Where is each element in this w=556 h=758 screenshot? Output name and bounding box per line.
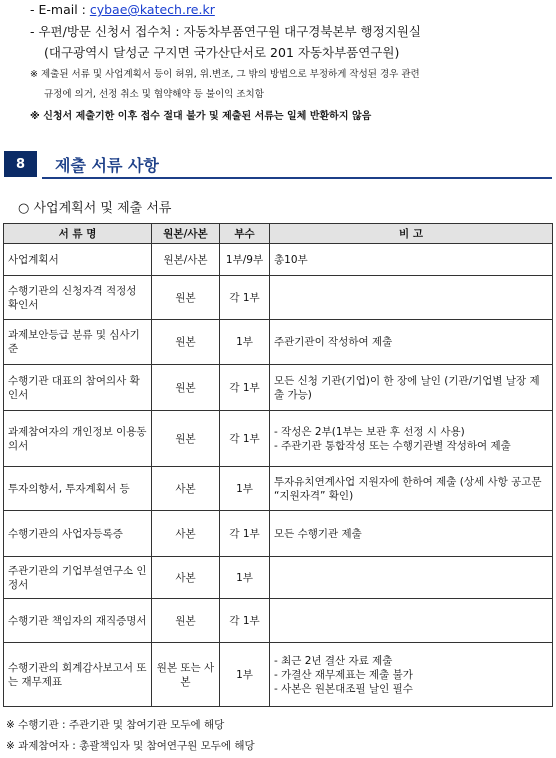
section-number-badge: 8 <box>4 151 37 177</box>
section-title: 제출 서류 사항 <box>55 156 159 175</box>
original-copy-cell: 원본 <box>152 599 220 643</box>
email-label: - E-mail : <box>30 2 90 17</box>
original-copy-cell: 원본 또는 사본 <box>152 643 220 707</box>
original-copy-cell: 원본 <box>152 276 220 320</box>
header-original-copy: 원본/사본 <box>152 224 220 244</box>
document-name-cell: 사업계획서 <box>4 244 152 276</box>
table-row <box>4 467 553 511</box>
document-name-cell: 과제참여자의 개인정보 이용동의서 <box>4 411 152 467</box>
document-name-cell: 수행기관 책임자의 재직증명서 <box>4 599 152 643</box>
footnote-2: ※ 과제참여자 : 총괄책임자 및 참여연구원 모두에 해당 <box>6 740 255 752</box>
email-link[interactable]: cybae@katech.re.kr <box>89 2 215 17</box>
original-copy-cell: 원본 <box>152 365 220 411</box>
copies-cell: 각 1부 <box>220 365 270 411</box>
document-name-cell: 투자의향서, 투자계획서 등 <box>4 467 152 511</box>
address-detail: (대구광역시 달성군 구지면 국가산단서로 201 자동차부품연구원) <box>44 45 400 60</box>
original-copy-cell: 원본 <box>152 320 220 365</box>
original-copy-cell: 사본 <box>152 557 220 599</box>
remark-cell: 주관기관이 작성하여 제출 <box>270 320 553 365</box>
copies-cell: 1부 <box>220 557 270 599</box>
table-row <box>4 511 553 557</box>
remark-cell: 투자유치연계사업 지원자에 한하여 제출 (상세 사항 공고문 “지원자격” 확인) <box>270 467 553 511</box>
copies-cell: 1부 <box>220 320 270 365</box>
copies-cell: 각 1부 <box>220 511 270 557</box>
email-line <box>30 2 215 17</box>
document-name-cell: 수행기관의 회계감사보고서 또는 재무제표 <box>4 643 152 707</box>
remark-cell <box>270 557 553 599</box>
remark-cell: 총10부 <box>270 244 553 276</box>
section-divider <box>42 177 552 179</box>
footnote-1: ※ 수행기관 : 주관기관 및 참여기관 모두에 해당 <box>6 719 225 731</box>
table-row <box>4 365 553 411</box>
notice-2: ※ 신청서 제출기한 이후 접수 절대 불가 및 제출된 서류는 일체 반환하지 않음 <box>30 111 372 122</box>
original-copy-cell: 원본/사본 <box>152 244 220 276</box>
document-name-cell: 수행기관 대표의 참여의사 확인서 <box>4 365 152 411</box>
original-copy-cell: 원본 <box>152 411 220 467</box>
original-copy-cell: 사본 <box>152 467 220 511</box>
document-name-cell: 주관기관의 기업부설연구소 인정서 <box>4 557 152 599</box>
notice-1-line-1: ※ 제출된 서류 및 사업계획서 등이 허위, 위.변조, 그 밖의 방법으로 부정하게 작성된 경우 관련 <box>30 69 420 80</box>
table-row <box>4 643 553 707</box>
table-row <box>4 599 553 643</box>
documents-table <box>3 223 553 707</box>
section-subtitle: ○ 사업계획서 및 제출 서류 <box>18 201 172 216</box>
copies-cell: 1부 <box>220 467 270 511</box>
remark-cell <box>270 599 553 643</box>
header-document-name: 서 류 명 <box>4 224 152 244</box>
table-row <box>4 244 553 276</box>
address-line: - 우편/방문 신청서 접수처 : 자동차부품연구원 대구경북본부 행정지원실 <box>30 24 421 39</box>
notice-1-line-2: 규정에 의거, 선정 취소 및 협약해약 등 불이익 조치함 <box>44 89 264 100</box>
header-remarks: 비 고 <box>270 224 553 244</box>
table-row <box>4 557 553 599</box>
copies-cell: 1부 <box>220 643 270 707</box>
document-name-cell: 과제보안등급 분류 및 심사기준 <box>4 320 152 365</box>
remark-cell: - 작성은 2부(1부는 보관 후 선정 시 사용) - 주관기관 통합작성 또는 수행기관별 작성하여 제출 <box>270 411 553 467</box>
document-name-cell: 수행기관의 신청자격 적정성 확인서 <box>4 276 152 320</box>
table-row <box>4 411 553 467</box>
table-row <box>4 320 553 365</box>
copies-cell: 각 1부 <box>220 411 270 467</box>
copies-cell: 각 1부 <box>220 599 270 643</box>
copies-cell: 각 1부 <box>220 276 270 320</box>
remark-cell: 모든 수행기관 제출 <box>270 511 553 557</box>
header-copies: 부수 <box>220 224 270 244</box>
copies-cell: 1부/9부 <box>220 244 270 276</box>
original-copy-cell: 사본 <box>152 511 220 557</box>
remark-cell: - 최근 2년 결산 자료 제출 - 가결산 재무제표는 제출 불가 - 사본은 원본대조필 날인 필수 <box>270 643 553 707</box>
remark-cell <box>270 276 553 320</box>
table-row <box>4 276 553 320</box>
table-header-row <box>4 224 553 244</box>
remark-cell: 모든 신청 기관(기업)이 한 장에 날인 (기관/기업별 날장 제출 가능) <box>270 365 553 411</box>
document-name-cell: 수행기관의 사업자등록증 <box>4 511 152 557</box>
